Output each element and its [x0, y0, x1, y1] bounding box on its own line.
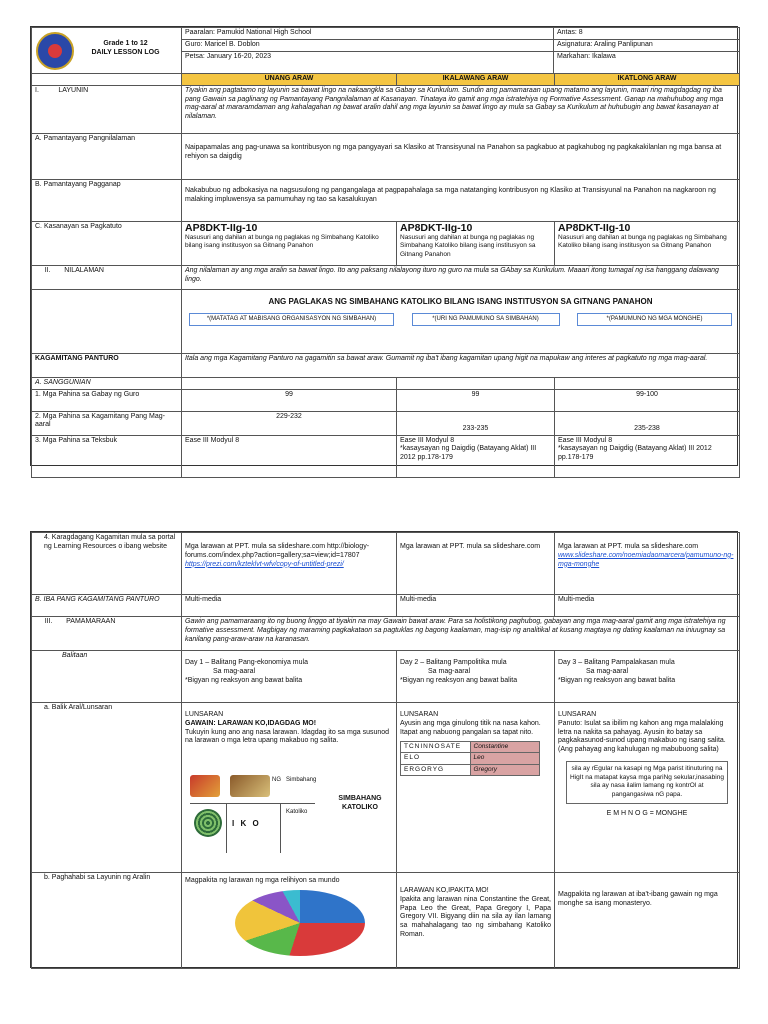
- nilalaman-label: NILALAMAN: [64, 266, 104, 274]
- kagamitan-pahina-day-3: 235-238: [555, 411, 740, 435]
- kagamitan-pahina-day-2: 233-235: [397, 411, 555, 435]
- resource-text: Mga larawan at PPT. mula sa slideshare.com: [558, 543, 699, 550]
- simbahang-label: Simbahang: [286, 777, 317, 783]
- puzzle-answer: SIMBAHANG KATOLIKO: [338, 795, 382, 811]
- kagamitan-label: KAGAMITANG PANTURO: [32, 353, 182, 377]
- balik-day-1: [182, 703, 397, 873]
- picture-puzzle: [190, 775, 315, 855]
- school-field: Paaralan: Pamukid National High School: [182, 28, 553, 40]
- teksbuk-label: 3. Mga Pahina sa Teksbuk: [32, 435, 182, 477]
- pagganap-label: B. Pamantayang Pagganap: [32, 179, 182, 221]
- unscrambled-word: Leo: [470, 753, 540, 764]
- paghahabi-day-1: [182, 873, 397, 969]
- competency-code: AP8DKT-IIg-10: [558, 221, 631, 234]
- resource-link[interactable]: www.slideshare.com/noemiadaomarcera/pamumuno-ng-mga-monghe: [558, 551, 734, 568]
- teacher-field: Guro: Maricel B. Doblon: [182, 40, 553, 52]
- news-note: *Bigyan ng reaksyon ang bawat balita: [185, 676, 303, 684]
- karagdagan-day-3: [555, 533, 740, 595]
- gabay-label: 1. Mga Pahina sa Gabay ng Guro: [32, 389, 182, 411]
- karagdagan-day-2: [397, 533, 555, 595]
- scrambled-word: TCNINNOSATE: [401, 742, 471, 753]
- balitaan-day-3: [555, 651, 740, 703]
- pangnilalaman-label: A. Pamantayang Pangnilalaman: [32, 133, 182, 179]
- subject-field: Asignatura: Araling Panlipunan: [554, 40, 739, 52]
- news-note: *Bigyan ng reaksyon ang bawat balita: [558, 676, 676, 684]
- balik-day-3: [555, 703, 740, 873]
- deped-seal-icon: [36, 32, 74, 70]
- day-header-1: UNANG ARAW: [182, 74, 397, 86]
- log-label: DAILY LESSON LOG: [91, 48, 160, 56]
- layunin-text: Tiyakin ang pagtatamo ng layunin sa bawat lingo na nakaangkla sa Gabay sa Kurikulum. Sundin ang pamamaraan upang matamo ang layunin, maari ring magdagdag ng iba pang Gawain sa paglinang ng Pamantayang Pangnilalaman at Kasanayan. Tinataya ito gamit ang mga istratehiya ng Formative Assessment. Ganap na mahuhubog ang mga mag-aaral at mararamdaman ang kahalagahan ng bawat aralin dahil ang mga layunin sa bawat lingo ay mula sa Gabay sa Kurikulum at huhubugin ang bawat kasanayan at nilalaman.: [182, 85, 740, 133]
- balitaan-label: Balitaan: [32, 651, 182, 703]
- teksbuk-day-1: Ease III Modyul 8: [182, 435, 397, 477]
- header-logo-cell: [32, 28, 182, 74]
- pamamaraan-label: PAMAMARAAN: [66, 618, 116, 625]
- day-header-2: IKALAWANG ARAW: [397, 74, 555, 86]
- pagganap-text: Nakabubuo ng adbokasiya na nagsusulong ng pangangalaga at pagpapahalaga sa mga natatanging kontribusyon ng Klasiko at Transisyunal na Panahon na nagkaroon ng malaking impluwensya sa pamumuhay ng tao sa kasalukuyan: [182, 179, 740, 221]
- scrambled-word: ELO: [401, 753, 471, 764]
- competency-text: Nasusuri ang dahilan at bunga ng paglakas ng Simbahang Katoliko bilang isang institusyon sa Gitnang Panahon: [185, 234, 379, 250]
- karagdagan-label: 4. Karagdagang Kagamitan mula sa portal ng Learning Resources o ibang website: [32, 533, 182, 595]
- scrambled-word: ERGORYG: [401, 764, 471, 775]
- activity-text: Ayusin ang mga ginulong titik na nasa kahon. Itapat ang nabuong pangalan sa tapat nito.: [400, 719, 541, 736]
- pamamaraan-text: Gawin ang pamamaraang ito ng buong linggo at tiyakin na may Gawain bawat araw. Para sa holistikong paghubog, gabayan ang mga mag-aaral gamit ang mga istratehiya ng formative assessment. Magbigay ng maraming pagkakataon sa pagtuklas ng bagong kaalaman, mag-isip ng analitikal at kusang magtaya ng dating kaalaman na iniuugnay sa kanilang pang-araw-araw na karanasan.: [182, 617, 740, 651]
- competency-code: AP8DKT-IIg-10: [400, 221, 473, 234]
- unscrambled-word: Gregory: [470, 764, 540, 775]
- competency-code: AP8DKT-IIg-10: [185, 221, 258, 234]
- books-icon: [190, 775, 220, 797]
- puzzle-answer: E M H N O G = MONGHE: [606, 809, 688, 817]
- header-table: [31, 27, 740, 74]
- balitaan-day-1: [182, 651, 397, 703]
- lunsaran-head: LUNSARAN: [558, 711, 597, 718]
- gabay-day-1: 99: [182, 389, 397, 411]
- balitaan-day-2: [397, 651, 555, 703]
- balik-label: a. Balik Aral/Lunsaran: [32, 703, 182, 873]
- katoliko-label: Katoliko: [286, 809, 308, 815]
- world-religions-chart-image: [235, 890, 365, 956]
- paghahabi-day-2: LARAWAN KO,IPAKITA MO! Ipakita ang larawan nina Constantine the Great, Papa Leo the Great, Papa Gregory I, Papa Gregory VII. Bigyang diin na sila ay ilan lamang sa mahahalagang tao ng simbahang Katoliko Roman.: [397, 873, 555, 969]
- kasanayan-day-2: [397, 221, 555, 265]
- balik-day-2: [397, 703, 555, 873]
- lesson-theme: ANG PAGLAKAS NG SIMBAHANG KATOLIKO BILANG ISANG INSTITUSYON SA GITNANG PANAHON: [268, 296, 653, 306]
- subtopic-3: *(PAMUMUNO NG MGA MONGHE): [577, 313, 732, 327]
- news-title: Day 2 – Balitang Pampolitika mula: [400, 659, 507, 666]
- activity-text: Tukuyin kung ano ang nasa larawan. Idagdag ito sa mga susunod na larawan o mga letra upang makabuo ng salita.: [185, 728, 390, 745]
- kagamitan-pahina-label: 2. Mga Pahina sa Kagamitang Pang Mag-aaral: [32, 411, 182, 435]
- news-source: Sa mag-aaral: [428, 667, 471, 675]
- kasanayan-day-1: [182, 221, 397, 265]
- pamamaraan-num: III.: [44, 618, 53, 625]
- news-title: Day 1 – Balitang Pang-ekonomiya mula: [185, 659, 308, 666]
- teksbuk-day-2: Ease III Modyul 8 *kasaysayan ng Daigdig (Batayang Aklat) III 2012 pp.178-179: [397, 435, 555, 477]
- resource-link[interactable]: https://prezi.com/kzteklvt-wfv/copy-of-untitled-prezi/: [185, 560, 344, 568]
- date-field: Petsa: January 16-20, 2023: [185, 52, 272, 60]
- iba-day-1: Multi-media: [182, 595, 397, 617]
- paghahabi-text: Magpakita ng larawan ng mga relihiyon sa mundo: [185, 877, 340, 884]
- lunsaran-head: LUNSARAN: [185, 711, 224, 718]
- paghahabi-label: b. Paghahabi sa Layunin ng Aralin: [32, 873, 182, 969]
- iba-day-3: Multi-media: [555, 595, 740, 617]
- kagamitan-pahina-day-1: 229-232: [182, 411, 397, 435]
- nilalaman-num: II.: [44, 266, 51, 274]
- activity-text: Panuto: Isulat sa ibilim ng kahon ang mga malalaking letra na nakita sa pahayag. Ayusin ito batay sa pagkakasunod-sunod upang makabuo ng isang salita.(Ang pahayag ang kahulugan ng mabubuong salita): [558, 719, 726, 753]
- lesson-table-1: [31, 73, 740, 478]
- church-icon: [230, 775, 270, 797]
- gabay-day-3: 99-100: [555, 389, 740, 411]
- resource-text: Mga larawan at PPT. mula sa slideshare.com: [400, 543, 541, 550]
- subtopic-1: *(MATATAG AT MABISANG ORGANISASYON NG SIMBAHAN): [189, 313, 394, 327]
- quarter-field: Markahan: Ikalawa: [557, 52, 616, 60]
- letter-puzzle-box: sila ay rEgular na kasapi ng Mga parist itinuturing na HigIt na matapat kaysa mga pariNg sekular,inasabing sila ay nasa ilalim lamang ng kontrOl at pangangasiwa nG papa.: [566, 761, 728, 804]
- day-header-3: IKATLONG ARAW: [555, 74, 740, 86]
- lesson-table-2: [31, 532, 740, 969]
- kasanayan-label: C. Kasanayan sa Pagkatuto: [32, 221, 182, 265]
- kagamitan-text: Itala ang mga Kagamitang Panturo na gagamitin sa bawat araw. Gumamit ng iba't ibang kagamitan upang higit na mapukaw ang interes at pagkatuto ng mga mag-aaral.: [182, 353, 740, 377]
- news-note: *Bigyan ng reaksyon ang bawat balita: [400, 676, 518, 684]
- subtopic-2: *(URI NG PAMUMUNO SA SIMBAHAN): [412, 313, 560, 327]
- competency-text: Nasusuri ang dahilan at bunga ng paglakas ng Simbahang Katoliko bilang isang institusyon sa Gitnang Panahon: [558, 234, 727, 250]
- grade-level-field: Antas: 8: [554, 28, 739, 40]
- teksbuk-day-3: Ease III Modyul 8 *kasaysayan ng Daigdig (Batayang Aklat) III 2012 pp.178-179: [555, 435, 740, 477]
- sanggunian-label: A. SANGGUNIAN: [32, 377, 182, 389]
- nilalaman-text: Ang nilalaman ay ang mga aralin sa bawat lingo. Ito ang paksang nilalayong ituro ng guro na mula sa GAbay sa Kurikulum. Maaari itong tumagal ng isa hanggang dalawang lingo.: [182, 265, 740, 289]
- lesson-log-page-1: [30, 26, 738, 466]
- iba-day-2: Multi-media: [397, 595, 555, 617]
- news-source: Sa mag-aaral: [586, 667, 629, 675]
- lesson-log-page-2: [30, 531, 738, 968]
- unscrambled-word: Constantine: [470, 742, 540, 753]
- scrambled-words-table: [400, 741, 540, 775]
- news-title: Day 3 – Balitang Pampalakasan mula: [558, 659, 675, 666]
- iko-letters: I K O: [232, 819, 261, 828]
- ng-label: NG: [272, 777, 281, 783]
- coil-icon: [194, 809, 222, 837]
- paghahabi-day-3: Magpakita ng larawan at iba't-ibang gawain ng mga monghe sa isang monasteryo.: [555, 873, 740, 969]
- lunsaran-head: LUNSARAN: [400, 711, 439, 718]
- news-source: Sa mag-aaral: [213, 667, 256, 675]
- grade-label: Grade 1 to 12: [103, 40, 148, 47]
- resource-text: Mga larawan at PPT. mula sa slideshare.com http://biology-forums.com/index.php?action=gallery;sa=view;id=17807: [185, 543, 370, 559]
- layunin-num: I.: [35, 86, 39, 94]
- activity-title: GAWAIN: LARAWAN KO,IDAGDAG MO!: [185, 719, 317, 727]
- iba-label: B. IBA PANG KAGAMITANG PANTURO: [32, 595, 182, 617]
- competency-text: Nasusuri ang dahilan at bunga ng paglakas ng Simbahang Katoliko bilang isang institusyon sa Gitnang Panahon: [400, 234, 536, 258]
- gabay-day-2: 99: [397, 389, 555, 411]
- karagdagan-day-1: [182, 533, 397, 595]
- kasanayan-day-3: [555, 221, 740, 265]
- pangnilalaman-text: Naipapamalas ang pag-unawa sa kontribusyon ng mga pangyayari sa Klasiko at Transisyunal na Panahon sa pagkabuo at pagkahubog ng pagkakakilanlan ng mga bansa at rehiyon sa daigdig: [182, 133, 740, 179]
- layunin-label: LAYUNIN: [58, 86, 89, 94]
- theme-cell: [182, 289, 740, 353]
